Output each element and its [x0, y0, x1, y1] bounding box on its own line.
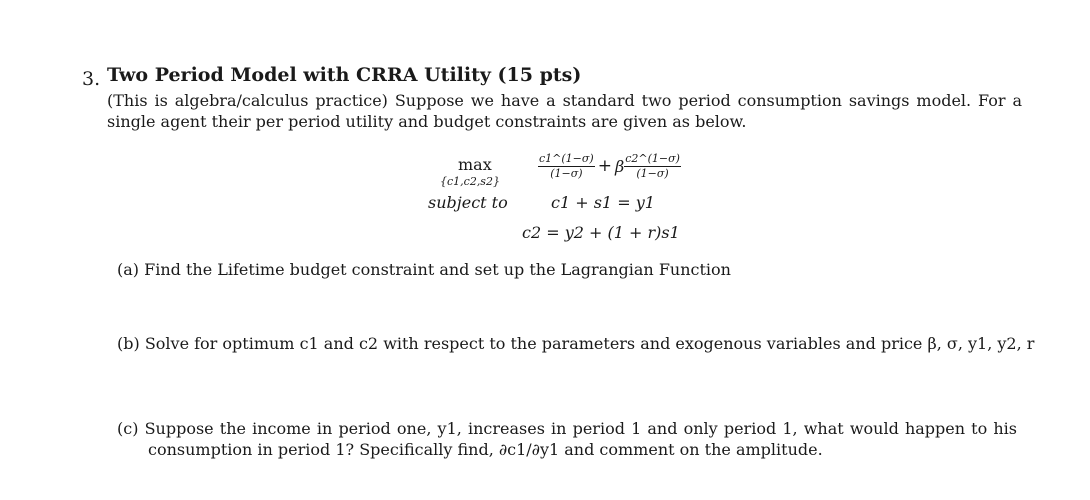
part-c-line-1: (c) Suppose the income in period one, y1, increases in period 1 and only period 1, what would happen to his [117, 419, 1017, 438]
budget-constraint-period-1: c1 + s1 = y1 [551, 193, 655, 212]
problem-number: 3. [82, 68, 101, 90]
beta-symbol: β [614, 156, 625, 176]
objective-function [538, 146, 681, 186]
choice-set-text: {c1,c2,s2} [440, 175, 500, 188]
part-c-line-2: consumption in period 1? Specifically find, ∂c1/∂y1 and comment on the amplitude. [148, 440, 823, 459]
problem-intro: (This is algebra/calculus practice) Suppose we have a standard two period consumption savings model. For a single agent their per period utility and budget constraints are given as below. [107, 91, 1022, 131]
utility-term-1 [538, 153, 595, 180]
utility-term-2-numerator: c2^(1−σ) [625, 151, 680, 165]
utility-term-2 [624, 153, 681, 180]
utility-term-1-numerator: c1^(1−σ) [539, 151, 594, 165]
part-c-question [117, 418, 1017, 460]
max-operator: max [458, 155, 492, 174]
part-a-question: (a) Find the Lifetime budget constraint and set up the Lagrangian Function [117, 260, 731, 279]
budget-constraint-period-2: c2 = y2 + (1 + r)s1 [522, 223, 680, 242]
subject-to-label: subject to [428, 193, 508, 212]
utility-term-1-denominator: (1−σ) [550, 166, 583, 180]
utility-term-2-denominator: (1−σ) [636, 166, 669, 180]
plus-sign: + [597, 156, 612, 176]
part-b-question: (b) Solve for optimum c1 and c2 with respect to the parameters and exogenous variables and price β, σ, y1, y2, r [117, 334, 1035, 353]
choice-set [440, 175, 500, 188]
problem-title: Two Period Model with CRRA Utility (15 pts) [107, 64, 582, 86]
